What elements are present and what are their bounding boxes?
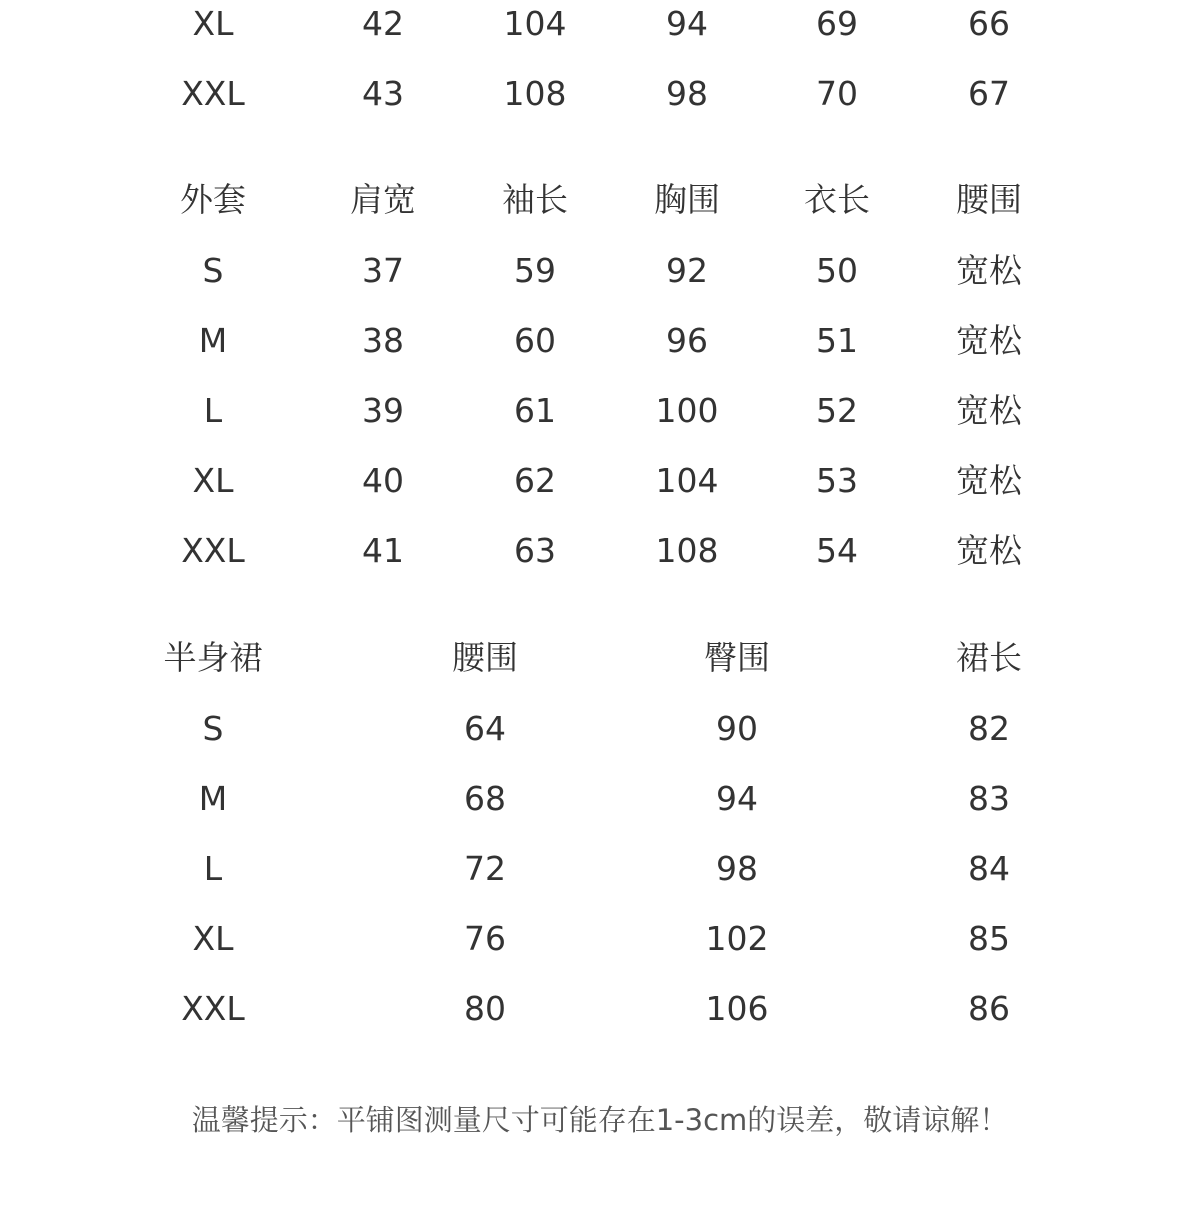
jacket-table-cell: 40 bbox=[362, 461, 404, 500]
partial-table-cell: 108 bbox=[503, 74, 567, 113]
jacket-table-cell: 59 bbox=[514, 251, 556, 290]
jacket-table-cell: M bbox=[198, 321, 228, 360]
jacket-table-cell: 104 bbox=[655, 461, 719, 500]
skirt-header-cell: 半身裙 bbox=[163, 638, 263, 677]
skirt-table-cell: 76 bbox=[464, 919, 506, 958]
skirt-table-cell: 102 bbox=[705, 919, 769, 958]
skirt-header-cell: 腰围 bbox=[452, 638, 518, 677]
partial-table-cell: 66 bbox=[968, 4, 1010, 43]
skirt-table-cell: 90 bbox=[716, 709, 758, 748]
jacket-table-cell: 61 bbox=[514, 391, 556, 430]
skirt-table-cell: 94 bbox=[716, 779, 758, 818]
jacket-table-cell: XXL bbox=[181, 531, 245, 570]
partial-table-cell: 104 bbox=[503, 4, 567, 43]
skirt-table-cell: 68 bbox=[464, 779, 506, 818]
skirt-table-cell: 80 bbox=[464, 989, 506, 1028]
jacket-table-cell: 60 bbox=[514, 321, 556, 360]
partial-table-cell: 43 bbox=[362, 74, 404, 113]
jacket-table-cell: 63 bbox=[514, 531, 556, 570]
skirt-table-cell: 72 bbox=[464, 849, 506, 888]
jacket-header-cell: 衣长 bbox=[804, 180, 870, 219]
jacket-table-cell: 宽松 bbox=[956, 461, 1022, 500]
partial-table-cell: XL bbox=[192, 4, 234, 43]
skirt-table-cell: XXL bbox=[181, 989, 245, 1028]
jacket-table-cell: 宽松 bbox=[956, 531, 1022, 570]
jacket-header-cell: 袖长 bbox=[502, 180, 568, 219]
jacket-table-cell: 宽松 bbox=[956, 321, 1022, 360]
jacket-table-cell: XL bbox=[192, 461, 234, 500]
skirt-table-cell: M bbox=[198, 779, 228, 818]
footer-note: 温馨提示：平铺图测量尺寸可能存在1-3cm的误差，敬请谅解！ bbox=[191, 1103, 1009, 1137]
skirt-table-cell: 64 bbox=[464, 709, 506, 748]
jacket-table-cell: 92 bbox=[666, 251, 708, 290]
skirt-table-cell: 106 bbox=[705, 989, 769, 1028]
partial-table-cell: 69 bbox=[816, 4, 858, 43]
jacket-table-cell: 51 bbox=[816, 321, 858, 360]
partial-table-cell: XXL bbox=[181, 74, 245, 113]
skirt-table-cell: 85 bbox=[968, 919, 1010, 958]
jacket-table-cell: 53 bbox=[816, 461, 858, 500]
skirt-table-cell: 82 bbox=[968, 709, 1010, 748]
skirt-table-cell: L bbox=[203, 849, 223, 888]
jacket-table-cell: 100 bbox=[655, 391, 719, 430]
skirt-table-cell: 86 bbox=[968, 989, 1010, 1028]
skirt-table-cell: S bbox=[202, 709, 224, 748]
jacket-table-cell: 108 bbox=[655, 531, 719, 570]
skirt-table-cell: 84 bbox=[968, 849, 1010, 888]
jacket-header-cell: 腰围 bbox=[956, 180, 1022, 219]
jacket-table-cell: 50 bbox=[816, 251, 858, 290]
jacket-table-cell: 54 bbox=[816, 531, 858, 570]
jacket-table-cell: L bbox=[203, 391, 223, 430]
jacket-table-cell: 38 bbox=[362, 321, 404, 360]
jacket-table-cell: S bbox=[202, 251, 224, 290]
jacket-table-cell: 62 bbox=[514, 461, 556, 500]
skirt-header-cell: 裙长 bbox=[956, 638, 1022, 677]
partial-table-cell: 94 bbox=[666, 4, 708, 43]
jacket-table-cell: 宽松 bbox=[956, 251, 1022, 290]
skirt-table-cell: XL bbox=[192, 919, 234, 958]
skirt-table-cell: 98 bbox=[716, 849, 758, 888]
partial-table-cell: 42 bbox=[362, 4, 404, 43]
jacket-header-cell: 胸围 bbox=[654, 180, 720, 219]
jacket-header-cell: 外套 bbox=[180, 180, 246, 219]
partial-table-cell: 67 bbox=[968, 74, 1010, 113]
partial-table-cell: 98 bbox=[666, 74, 708, 113]
jacket-table-cell: 37 bbox=[362, 251, 404, 290]
partial-table-cell: 70 bbox=[816, 74, 858, 113]
jacket-table-cell: 96 bbox=[666, 321, 708, 360]
skirt-header-cell: 臀围 bbox=[704, 638, 770, 677]
jacket-table-cell: 39 bbox=[362, 391, 404, 430]
jacket-table-cell: 41 bbox=[362, 531, 404, 570]
skirt-table-cell: 83 bbox=[968, 779, 1010, 818]
jacket-table-cell: 宽松 bbox=[956, 391, 1022, 430]
jacket-header-cell: 肩宽 bbox=[350, 180, 416, 219]
jacket-table-cell: 52 bbox=[816, 391, 858, 430]
